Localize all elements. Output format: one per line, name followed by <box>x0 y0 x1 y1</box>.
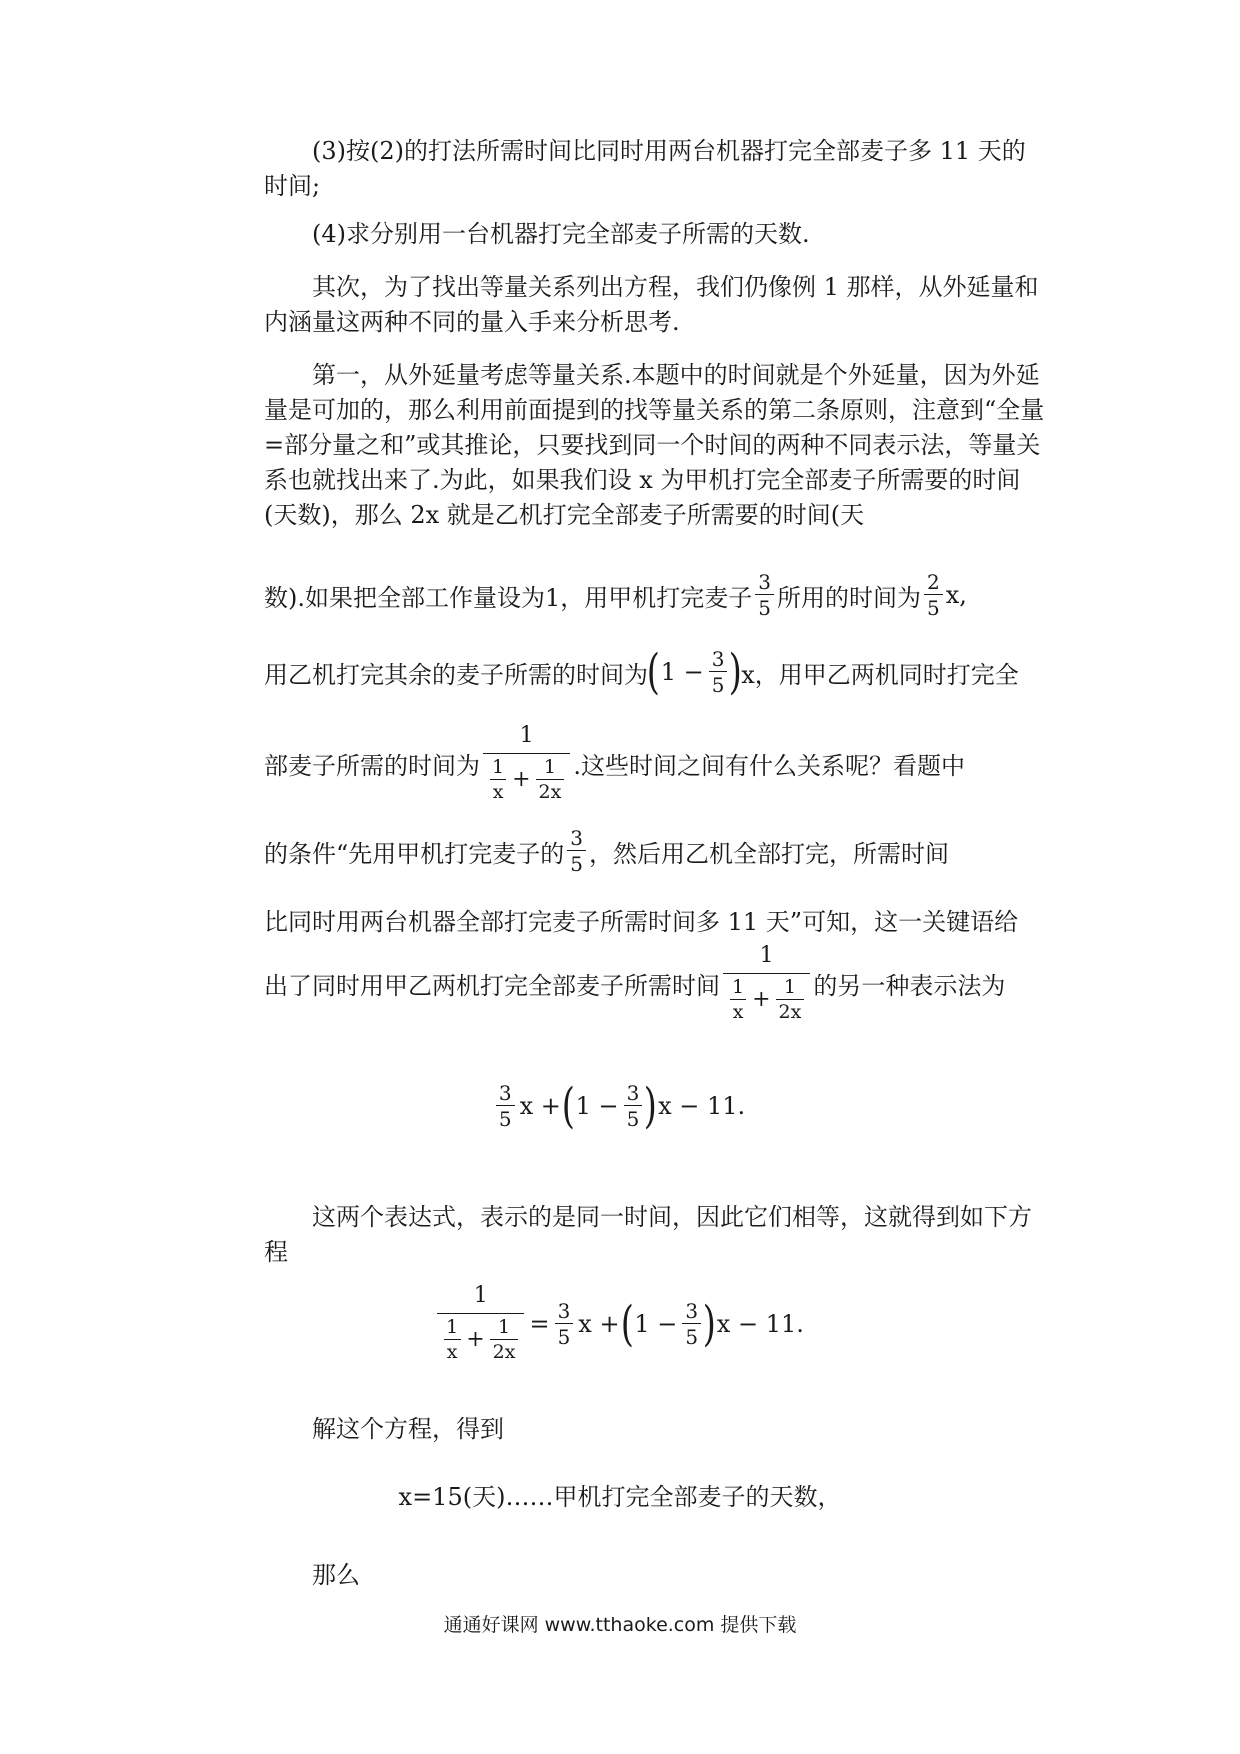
fraction-three-fifths: $\frac{3}{5}$ <box>682 1301 701 1347</box>
paragraph-equality: 这两个表达式，表示的是同一时间，因此它们相等，这就得到如下方程 <box>264 1203 1032 1266</box>
text-segment: x，用甲乙两机同时打完全 <box>741 660 1019 689</box>
paragraph-solve: 解这个方程，得到 <box>312 1415 504 1443</box>
equation-main: 1 $\frac{1}{x}$ + $\frac{1}{2x}$ = $\frac{3}{5}$ x + ( 1 − $\frac{3}{5}$ ) x − 11. <box>0 1285 1240 1362</box>
fraction-three-fifths: $\frac{3}{5}$ <box>755 572 774 618</box>
right-paren: ) <box>644 1078 658 1134</box>
paragraph-analysis-intro: 其次，为了找出等量关系列出方程，我们仍像例 1 那样，从外延量和内涵量这两种不同的量入手来分析思考. <box>264 273 1039 336</box>
fraction-three-fifths: $\frac{3}{5}$ <box>555 1301 574 1347</box>
line-alternate-expression <box>264 945 1064 1022</box>
text-segment: 1 − <box>660 658 704 686</box>
text-segment: 用乙机打完其余的麦子所需的时间为 <box>264 660 648 689</box>
line-joint-time <box>264 725 1064 802</box>
text-segment: 数).如果把全部工作量设为1，用甲机打完麦子 <box>264 583 753 612</box>
equation-alternate-time: $\frac{3}{5}$ x + ( 1 − $\frac{3}{5}$ ) x − 11. <box>0 1082 1240 1130</box>
text-segment: 的另一种表示法为 <box>813 972 1006 1000</box>
text-segment: 部麦子所需的时间为 <box>264 752 480 780</box>
text-segment: 的条件“先用甲机打完麦子的 <box>264 839 565 868</box>
fraction-three-fifths: $\frac{3}{5}$ <box>496 1083 515 1129</box>
text-segment: .这些时间之间有什么关系呢？看题中 <box>573 752 965 780</box>
fraction-three-fifths: $\frac{3}{5}$ <box>567 828 586 874</box>
fraction-three-fifths: $\frac{3}{5}$ <box>709 649 728 695</box>
line-time-fractions <box>264 572 1064 618</box>
fraction-joint-time: 1 $\frac{1}{x}$ + $\frac{1}{2x}$ <box>723 945 810 1022</box>
paragraph-key-phrase: 比同时用两台机器全部打完麦子所需时间多 11 天”可知，这一关键语给 <box>264 908 1019 936</box>
line-condition-quote <box>264 828 1064 874</box>
right-paren: ) <box>729 644 743 700</box>
text-segment: x, <box>945 581 967 609</box>
solution-line: x=15(天)……甲机打完全部麦子的天数， <box>398 1483 842 1511</box>
paragraph-extensive-quantity: 第一，从外延量考虑等量关系.本题中的时间就是个外延量，因为外延量是可加的，那么利用前面提到的找等量关系的第二条原则，注意到“全量=部分量之和”或其推论，只要找到同一个时间的两种不同表示法，等量关系也就找出来了.为此，如果我们设 x 为甲机打完全部麦子所需要的时间(天数)，那么 2x 就是乙机打完全部麦子所需要的时间(天 <box>264 361 1045 529</box>
paragraph-condition-4: (4)求分别用一台机器打完全部麦子所需的天数. <box>312 220 810 248</box>
fraction-three-fifths: $\frac{3}{5}$ <box>624 1083 643 1129</box>
left-paren: ( <box>561 1078 575 1134</box>
text-segment: 出了同时用甲乙两机打完全部麦子所需时间 <box>264 972 720 1000</box>
left-paren: ( <box>646 644 660 700</box>
left-paren: ( <box>620 1295 634 1352</box>
paragraph-then: 那么 <box>312 1561 360 1589</box>
fraction-joint-time: 1 $\frac{1}{x}$ + $\frac{1}{2x}$ <box>437 1285 524 1362</box>
text-segment: 所用的时间为 <box>777 583 921 612</box>
page-footer: 通通好课网 www.tthaoke.com 提供下载 <box>443 1614 797 1636</box>
fraction-joint-time: 1 $\frac{1}{x}$ + $\frac{1}{2x}$ <box>483 725 570 802</box>
paragraph-condition-3: (3)按(2)的打法所需时间比同时用两台机器打完全部麦子多 11 天的时间; <box>264 137 1026 200</box>
text-segment: ，然后用乙机全部打完，所需时间 <box>589 839 950 868</box>
fraction-two-fifths: $\frac{2}{5}$ <box>924 572 943 618</box>
right-paren: ) <box>702 1295 716 1352</box>
line-machine-b-time <box>264 644 1064 700</box>
